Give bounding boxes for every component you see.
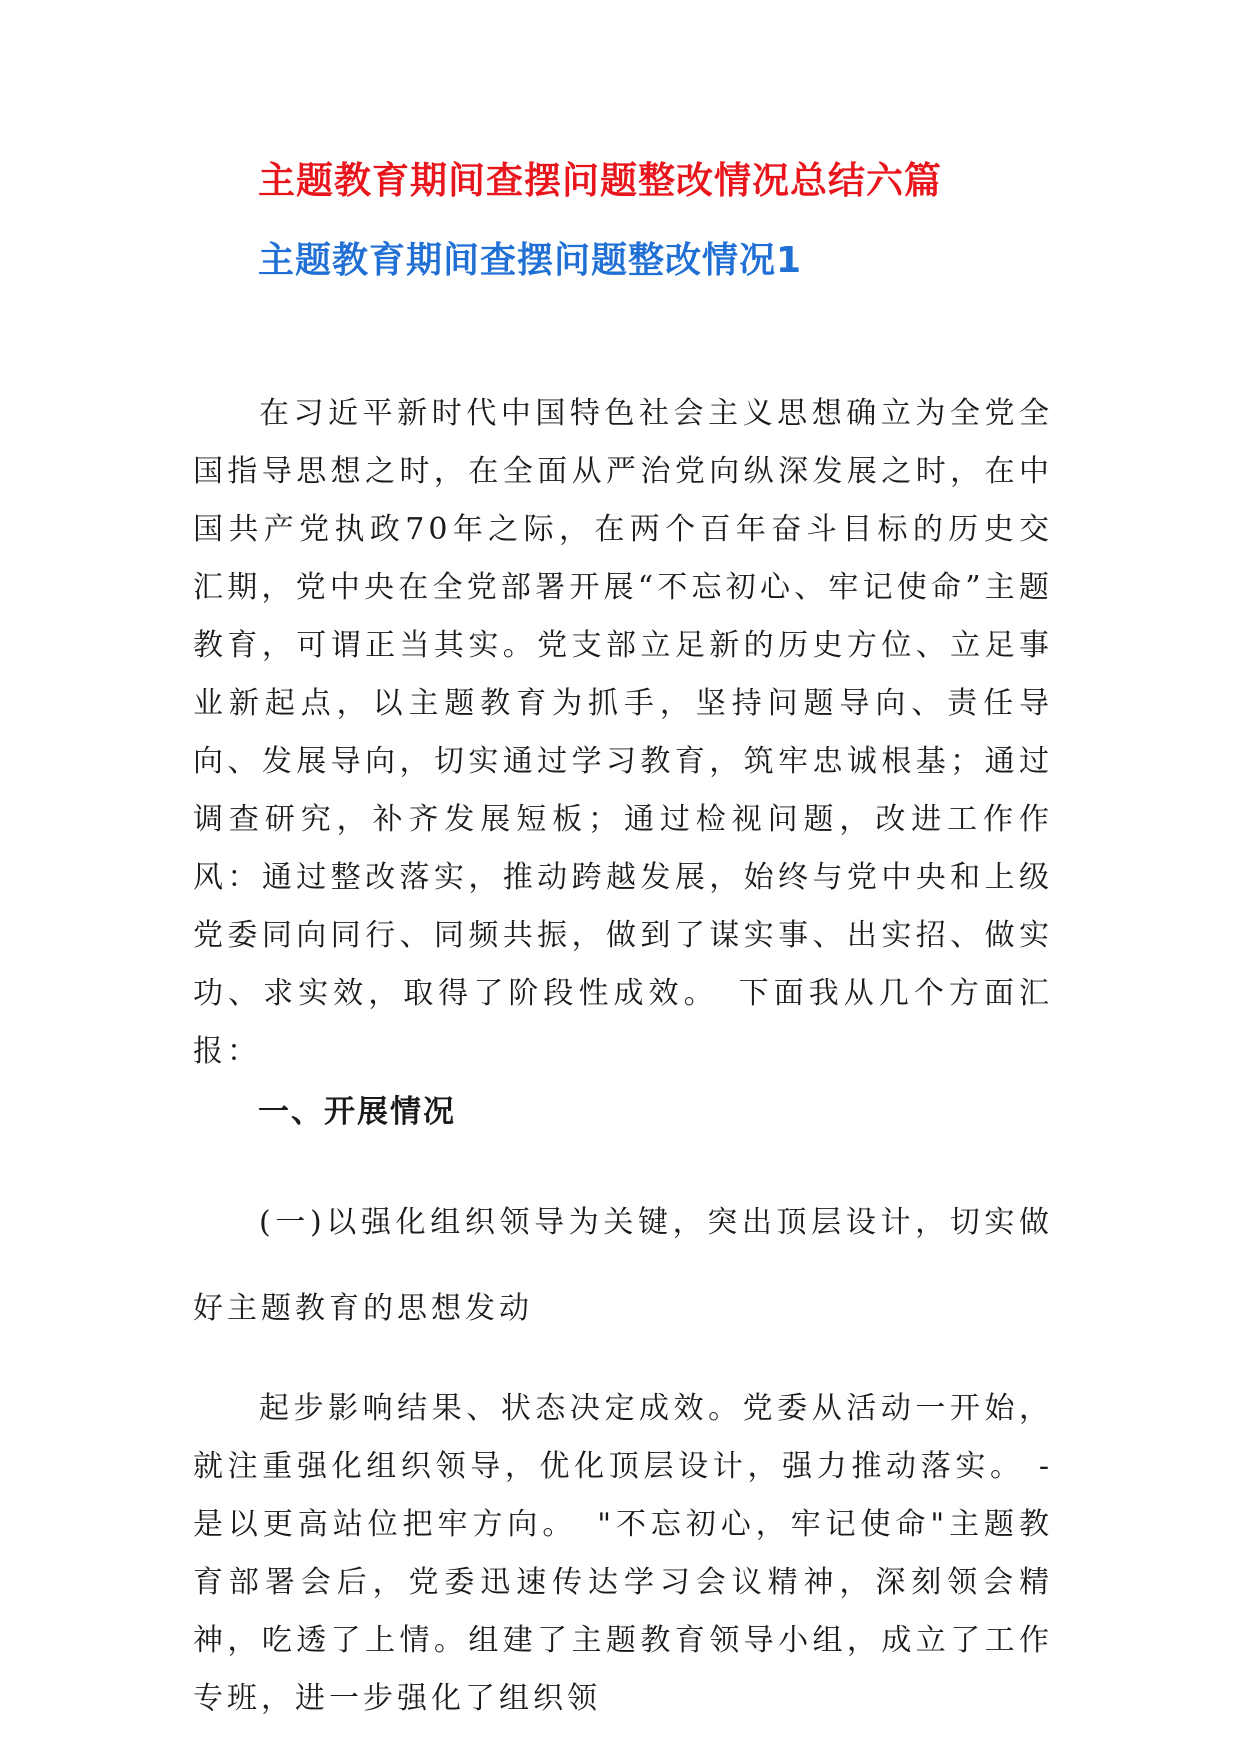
section-sub-heading: (一)以强化组织领导为关键，突出顶层设计，切实做好主题教育的思想发动 <box>193 1205 1053 1326</box>
document-subtitle: 主题教育期间查摆问题整改情况1 <box>258 240 803 281</box>
intro-paragraph: 在习近平新时代中国特色社会主义思想确立为全党全国指导思想之时，在全面从严治党向纵深发展之时，在中国共产党执政70年之际，在两个百年奋斗目标的历史交汇期，党中央在全党部署开展“不忘初心、牢记使命”主题教育，可谓正当其实。党支部立足新的历史方位、立足事业新起点，以主题教育为抓手，坚持问题导向、责任导向、发展导向，切实通过学习教育，筑牢忠诚根基；通过调查研究，补齐发展短板；通过检视问题，改进工作作风：通过整改落实，推动跨越发展，始终与党中央和上级党委同向同行、同频共振，做到了谋实事、出实招、做实功、求实效，取得了阶段性成效。 下面我从几个方面汇报： <box>193 396 1053 1069</box>
document-title: 主题教育期间查摆问题整改情况总结六篇 <box>258 159 942 202</box>
section-heading: 一、开展情况 <box>258 1094 456 1130</box>
body-paragraph: 起步影响结果、状态决定成效。党委从活动一开始，就注重强化组织领导，优化顶层设计，强力推动落实。 -是以更高站位把牢方向。 "不忘初心，牢记使命"主题教育部署会后，党委迅速传达学习会议精神，深刻领会精神，吃透了上情。组建了主题教育领导小组，成立了工作专班，进一步强化了组织领 <box>193 1391 1053 1716</box>
